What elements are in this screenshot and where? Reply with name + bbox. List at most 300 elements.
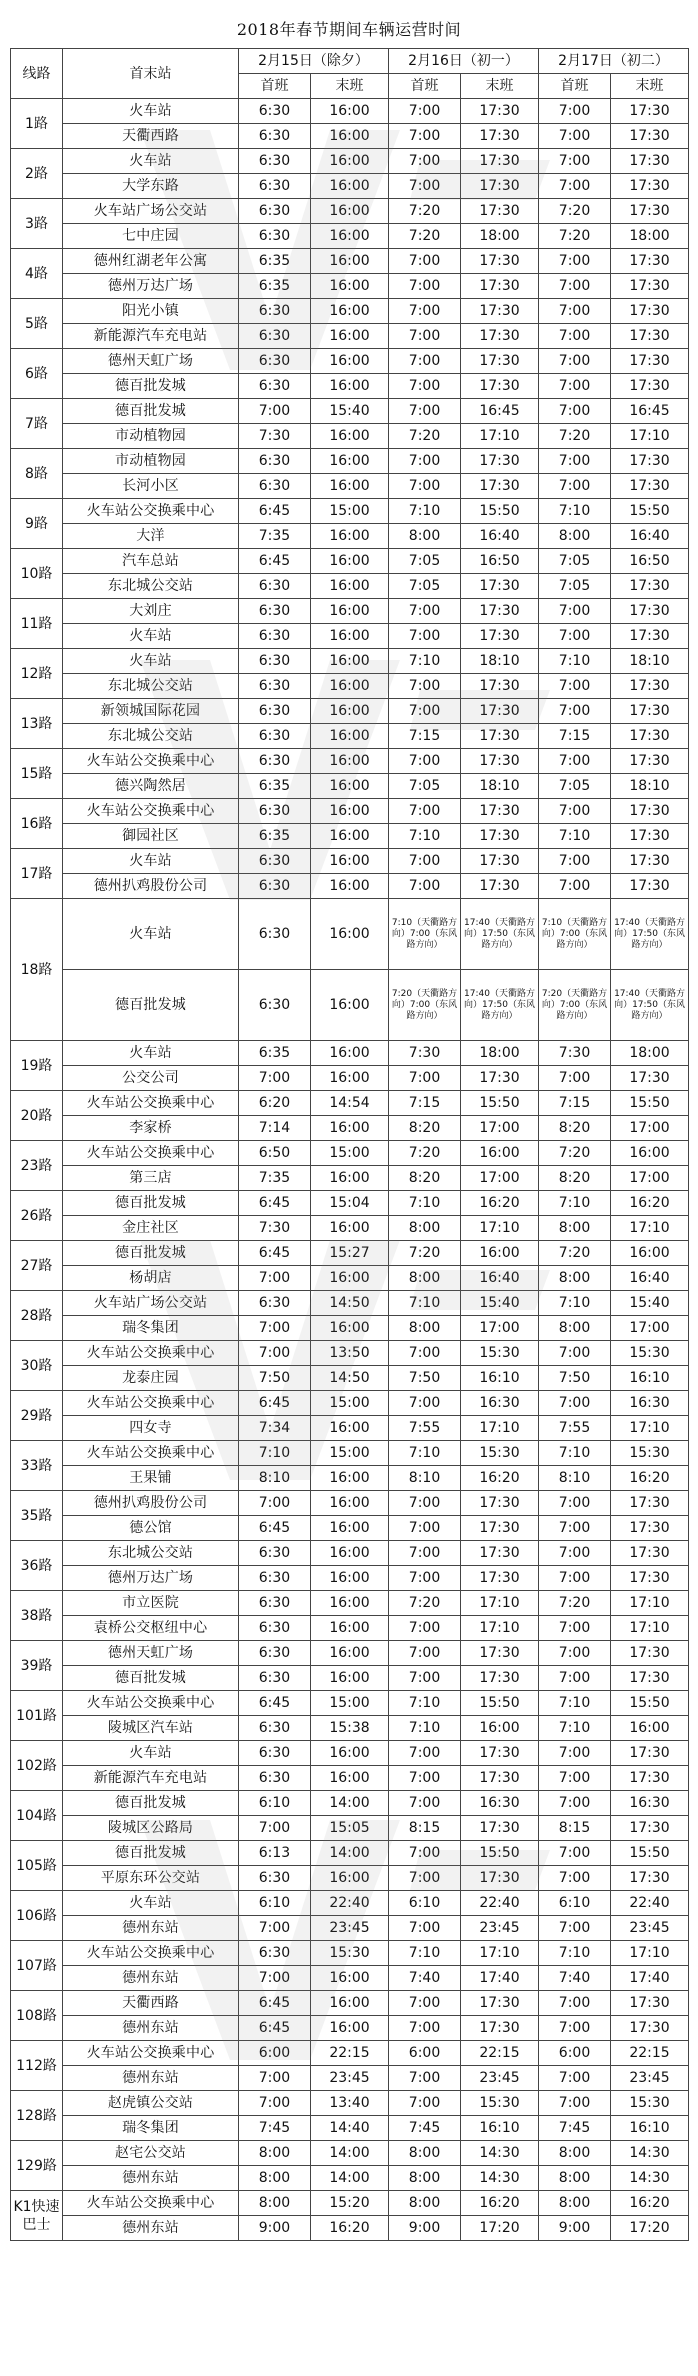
last-bus-cell: 17:30 [461,1766,539,1791]
first-bus-cell: 7:15 [539,1091,611,1116]
last-bus-cell: 15:00 [311,1141,389,1166]
first-bus-cell: 7:20 [539,224,611,249]
route-cell: 26路 [11,1191,63,1241]
route-cell: 101路 [11,1691,63,1741]
table-row [11,899,689,970]
first-bus-cell: 7:00 [239,1491,311,1516]
table-row [11,1041,689,1066]
first-bus-cell: 7:10 [389,1691,461,1716]
table-row [11,1941,689,1966]
last-bus-cell: 17:30 [611,724,689,749]
last-bus-cell: 16:30 [461,1391,539,1416]
first-bus-cell: 6:30 [239,449,311,474]
table-row [11,1816,689,1841]
last-bus-cell: 16:00 [311,124,389,149]
first-bus-cell: 7:00 [239,1066,311,1091]
route-cell: 16路 [11,799,63,849]
last-bus-cell: 17:30 [611,1866,689,1891]
route-cell: 27路 [11,1241,63,1291]
table-row [11,324,689,349]
first-bus-cell: 7:00 [389,699,461,724]
last-bus-cell: 23:45 [461,1916,539,1941]
first-bus-cell: 6:35 [239,274,311,299]
table-row [11,1316,689,1341]
last-bus-cell: 17:30 [461,199,539,224]
last-bus-cell: 17:10 [611,1416,689,1441]
first-bus-cell: 7:15 [539,724,611,749]
last-bus-cell: 14:40 [311,2116,389,2141]
table-row [11,299,689,324]
first-bus-cell: 7:00 [389,674,461,699]
first-bus-cell: 8:00 [539,1316,611,1341]
table-row [11,1991,689,2016]
first-bus-cell: 7:00 [389,174,461,199]
first-bus-cell: 7:00 [389,249,461,274]
stop-cell: 德百批发城 [63,1666,239,1691]
first-bus-cell: 7:00 [539,674,611,699]
first-bus-cell: 7:00 [539,399,611,424]
last-bus-cell: 16:00 [311,1066,389,1091]
stop-cell: 德州东站 [63,1916,239,1941]
first-bus-cell: 7:00 [389,349,461,374]
first-bus-cell: 6:10 [239,1791,311,1816]
last-bus-cell: 17:30 [461,1816,539,1841]
first-bus-cell: 7:00 [539,1641,611,1666]
first-bus-cell: 7:20 [389,224,461,249]
table-row [11,1366,689,1391]
last-bus-cell: 17:30 [611,574,689,599]
last-bus-cell: 17:10 [611,1941,689,1966]
first-bus-cell: 7:00 [389,1916,461,1941]
first-bus-cell: 7:00 [239,1916,311,1941]
first-bus-cell: 6:30 [239,699,311,724]
first-bus-cell: 7:35 [239,1166,311,1191]
last-bus-cell: 16:20 [311,2216,389,2241]
last-bus-cell: 16:00 [311,1991,389,2016]
table-row [11,674,689,699]
route-cell: 29路 [11,1391,63,1441]
last-bus-cell: 16:00 [311,749,389,774]
stop-cell: 七中庄园 [63,224,239,249]
last-bus-cell: 17:30 [461,124,539,149]
stop-cell: 陵城区公路局 [63,1816,239,1841]
table-row [11,399,689,424]
route-cell: 8路 [11,449,63,499]
last-bus-cell: 17:30 [611,149,689,174]
first-bus-cell: 7:00 [239,1341,311,1366]
last-bus-cell: 15:50 [461,1091,539,1116]
stop-cell: 德百批发城 [63,1241,239,1266]
last-bus-cell: 15:00 [311,499,389,524]
table-row [11,1666,689,1691]
last-bus-cell: 16:45 [611,399,689,424]
first-bus-cell: 6:50 [239,1141,311,1166]
last-bus-cell: 17:10 [461,1591,539,1616]
first-bus-cell: 6:00 [239,2041,311,2066]
last-bus-cell: 17:10 [611,1216,689,1241]
last-bus-cell: 17:30 [461,1991,539,2016]
header-stop: 首末站 [63,49,239,99]
last-bus-cell: 17:30 [611,324,689,349]
table-row [11,499,689,524]
first-bus-cell: 7:00 [239,2066,311,2091]
last-bus-cell: 16:00 [611,1716,689,1741]
first-bus-cell: 7:10 [539,1941,611,1966]
table-header [11,49,689,99]
table-row [11,224,689,249]
table-row [11,124,689,149]
stop-cell: 火车站公交换乘中心 [63,1341,239,1366]
table-row [11,1441,689,1466]
route-cell: 4路 [11,249,63,299]
first-bus-cell: 6:30 [239,874,311,899]
first-bus-cell: 8:20 [389,1166,461,1191]
route-cell: 20路 [11,1091,63,1141]
stop-cell: 东北城公交站 [63,724,239,749]
last-bus-cell: 16:00 [311,1516,389,1541]
stop-cell: 赵虎镇公交站 [63,2091,239,2116]
stop-cell: 德州天虹广场 [63,1641,239,1666]
stop-cell: 杨胡店 [63,1266,239,1291]
first-bus-cell: 7:30 [389,1041,461,1066]
first-bus-cell: 7:00 [539,274,611,299]
table-row [11,849,689,874]
stop-cell: 德百批发城 [63,1791,239,1816]
stop-cell: 火车站 [63,649,239,674]
last-bus-cell: 15:50 [611,1091,689,1116]
last-bus-cell: 17:30 [461,624,539,649]
last-bus-cell: 16:50 [611,549,689,574]
last-bus-cell: 16:00 [311,1566,389,1591]
first-bus-cell: 7:10 [389,649,461,674]
last-bus-cell: 18:10 [611,774,689,799]
first-bus-cell: 7:10 [389,1716,461,1741]
last-bus-cell: 17:30 [461,99,539,124]
last-bus-cell: 17:30 [461,1066,539,1091]
first-bus-cell: 7:00 [539,249,611,274]
first-bus-cell: 7:50 [539,1366,611,1391]
last-bus-cell: 17:20 [611,2216,689,2241]
table-row [11,1191,689,1216]
last-bus-cell: 17:30 [611,274,689,299]
last-bus-cell: 16:00 [311,224,389,249]
last-bus-cell: 16:10 [461,2116,539,2141]
first-bus-cell: 7:55 [539,1416,611,1441]
first-bus-cell: 6:30 [239,1291,311,1316]
stop-cell: 德州红湖老年公寓 [63,249,239,274]
first-bus-cell: 7:00 [389,149,461,174]
stop-cell: 火车站公交换乘中心 [63,1391,239,1416]
last-bus-cell: 16:00 [311,374,389,399]
last-bus-cell: 16:40 [461,1266,539,1291]
first-bus-cell: 6:20 [239,1091,311,1116]
route-cell: 36路 [11,1541,63,1591]
last-bus-cell: 16:00 [311,574,389,599]
last-bus-cell: 16:00 [311,549,389,574]
table-row [11,1541,689,1566]
last-bus-cell: 14:00 [311,2166,389,2191]
first-bus-cell: 6:30 [239,970,311,1041]
stop-cell: 火车站 [63,899,239,970]
last-bus-cell: 16:00 [311,849,389,874]
last-bus-cell: 17:30 [461,699,539,724]
last-bus-cell: 16:10 [611,2116,689,2141]
last-bus-cell: 15:00 [311,1441,389,1466]
header-route: 线路 [11,49,63,99]
table-row [11,1166,689,1191]
route-cell: 5路 [11,299,63,349]
first-bus-cell: 7:15 [389,1091,461,1116]
first-bus-cell: 6:30 [239,299,311,324]
stop-cell: 火车站公交换乘中心 [63,1141,239,1166]
first-bus-cell: 6:35 [239,824,311,849]
stop-cell: 德州万达广场 [63,1566,239,1591]
last-bus-cell: 16:00 [311,1491,389,1516]
table-row [11,1141,689,1166]
first-bus-cell: 7:00 [389,1541,461,1566]
last-bus-cell: 17:10 [461,1941,539,1966]
table-row [11,1341,689,1366]
last-bus-cell: 15:50 [611,1841,689,1866]
stop-cell: 李家桥 [63,1116,239,1141]
last-bus-cell: 18:10 [461,649,539,674]
table-row [11,2166,689,2191]
last-bus-cell: 15:40 [611,1291,689,1316]
last-bus-cell: 17:30 [461,374,539,399]
last-bus-cell: 17:30 [461,2016,539,2041]
last-bus-cell: 16:00 [311,874,389,899]
last-bus-cell: 17:30 [611,1816,689,1841]
first-bus-cell: 7:00 [239,399,311,424]
stop-cell: 火车站 [63,849,239,874]
last-bus-cell: 15:50 [611,1691,689,1716]
first-bus-cell: 7:00 [389,1066,461,1091]
first-bus-cell: 7:10 [539,1691,611,1716]
last-bus-cell: 17:30 [611,1741,689,1766]
last-bus-cell: 16:10 [611,1366,689,1391]
last-bus-cell: 16:00 [611,1241,689,1266]
last-bus-cell: 17:30 [461,574,539,599]
last-bus-cell: 18:00 [611,1041,689,1066]
last-bus-cell: 17:30 [461,174,539,199]
last-bus-cell: 17:30 [611,1991,689,2016]
last-bus-cell: 18:00 [611,224,689,249]
route-cell: 18路 [11,899,63,1041]
first-bus-cell: 7:10 [389,499,461,524]
stop-cell: 东北城公交站 [63,674,239,699]
last-bus-cell: 17:10 [461,424,539,449]
last-bus-cell: 17:30 [461,149,539,174]
last-bus-cell: 14:50 [311,1291,389,1316]
first-bus-cell: 7:00 [389,449,461,474]
first-bus-cell: 7:00 [389,1866,461,1891]
route-cell: 35路 [11,1491,63,1541]
first-bus-cell: 7:00 [239,1266,311,1291]
last-bus-cell: 16:40 [611,1266,689,1291]
first-bus-cell: 7:20 [389,1241,461,1266]
first-bus-cell: 6:10 [239,1891,311,1916]
stop-cell: 四女寺 [63,1416,239,1441]
table-row [11,1516,689,1541]
first-bus-cell: 7:00 [539,1391,611,1416]
header-first: 首班 [389,74,461,99]
last-bus-cell: 16:00 [311,1466,389,1491]
last-bus-cell: 16:00 [311,349,389,374]
first-bus-cell: 7:20 [389,424,461,449]
last-bus-cell: 22:40 [311,1891,389,1916]
first-bus-cell: 7:00 [389,124,461,149]
first-bus-cell: 7:00 [389,849,461,874]
last-bus-cell: 16:00 [461,1141,539,1166]
first-bus-cell: 7:05 [539,774,611,799]
first-bus-cell: 9:00 [239,2216,311,2241]
first-bus-cell: 6:45 [239,499,311,524]
first-bus-cell: 7:00 [389,324,461,349]
table-row [11,1116,689,1141]
stop-cell: 大学东路 [63,174,239,199]
table-row [11,2116,689,2141]
stop-cell: 东北城公交站 [63,1541,239,1566]
first-bus-cell: 7:00 [389,599,461,624]
first-bus-cell: 7:20 [539,1141,611,1166]
first-bus-cell: 7:00 [239,2091,311,2116]
first-bus-cell: 7:00 [539,2066,611,2091]
table-row [11,1891,689,1916]
last-bus-cell: 14:30 [461,2141,539,2166]
first-bus-cell: 6:35 [239,1041,311,1066]
stop-cell: 长河小区 [63,474,239,499]
first-bus-cell: 7:00 [389,1791,461,1816]
table-row [11,1841,689,1866]
first-bus-cell: 7:00 [389,874,461,899]
stop-cell: 火车站 [63,1891,239,1916]
first-bus-cell: 7:00 [389,749,461,774]
table-row [11,1966,689,1991]
last-bus-cell: 16:00 [311,724,389,749]
last-bus-cell: 17:00 [611,1116,689,1141]
first-bus-cell: 7:00 [539,1066,611,1091]
last-bus-cell: 16:00 [611,1141,689,1166]
first-bus-cell: 7:10 [539,1191,611,1216]
stop-cell: 市动植物园 [63,449,239,474]
first-bus-cell: 8:00 [389,1316,461,1341]
last-bus-cell: 16:00 [311,624,389,649]
first-bus-cell: 7:34 [239,1416,311,1441]
last-bus-cell: 16:00 [311,299,389,324]
last-bus-cell: 16:00 [311,1166,389,1191]
table-row [11,1916,689,1941]
last-bus-cell: 17:40 [611,1966,689,1991]
last-bus-cell: 17:30 [461,299,539,324]
first-bus-cell: 7:00 [389,1566,461,1591]
route-cell: 19路 [11,1041,63,1091]
route-cell: 104路 [11,1791,63,1841]
first-bus-cell: 7:10 [539,1441,611,1466]
table-row [11,99,689,124]
last-bus-cell: 17:30 [611,1516,689,1541]
first-bus-cell: 7:00 [389,2091,461,2116]
last-bus-cell: 16:30 [611,1391,689,1416]
header-last: 末班 [461,74,539,99]
last-bus-cell: 15:30 [311,1941,389,1966]
table-row [11,624,689,649]
stop-cell: 德公馆 [63,1516,239,1541]
route-cell: 10路 [11,549,63,599]
last-bus-cell: 17:30 [611,799,689,824]
first-bus-cell: 7:00 [389,1766,461,1791]
last-bus-cell: 17:30 [461,1566,539,1591]
last-bus-cell: 16:40 [611,524,689,549]
last-bus-cell: 15:50 [461,1841,539,1866]
stop-cell: 新能源汽车充电站 [63,324,239,349]
first-bus-cell: 7:00 [539,1916,611,1941]
table-row [11,1591,689,1616]
first-bus-cell: 8:20 [539,1166,611,1191]
last-bus-cell: 17:20 [461,2216,539,2241]
first-bus-cell: 7:20 [389,199,461,224]
table-row [11,474,689,499]
table-row [11,824,689,849]
stop-cell: 火车站公交换乘中心 [63,2041,239,2066]
first-bus-cell: 7:50 [239,1366,311,1391]
first-bus-cell: 7:15 [389,724,461,749]
first-bus-cell: 9:00 [389,2216,461,2241]
route-cell: 38路 [11,1591,63,1641]
first-bus-cell: 7:10（天衢路方向）7:00（东风路方向） [389,899,461,970]
last-bus-cell: 17:00 [611,1166,689,1191]
first-bus-cell: 7:05 [389,774,461,799]
stop-cell: 火车站 [63,99,239,124]
last-bus-cell: 17:30 [611,199,689,224]
table-row [11,1691,689,1716]
first-bus-cell: 7:10 [539,499,611,524]
last-bus-cell: 22:40 [461,1891,539,1916]
stop-cell: 德州东站 [63,2066,239,2091]
table-body [11,99,689,2241]
last-bus-cell: 15:00 [311,1391,389,1416]
first-bus-cell: 6:30 [239,374,311,399]
table-row [11,574,689,599]
last-bus-cell: 18:00 [461,224,539,249]
last-bus-cell: 17:30 [611,174,689,199]
header-first: 首班 [239,74,311,99]
route-cell: 15路 [11,749,63,799]
route-cell: 6路 [11,349,63,399]
first-bus-cell: 7:40 [389,1966,461,1991]
route-cell: 106路 [11,1891,63,1941]
first-bus-cell: 8:20 [539,1116,611,1141]
header-day-1: 2月15日（除夕） [239,49,389,74]
last-bus-cell: 15:30 [611,2091,689,2116]
last-bus-cell: 15:50 [611,499,689,524]
last-bus-cell: 17:30 [611,599,689,624]
first-bus-cell: 7:00 [389,1516,461,1541]
first-bus-cell: 7:10 [389,1191,461,1216]
last-bus-cell: 16:00 [311,1666,389,1691]
first-bus-cell: 7:30 [539,1041,611,1066]
last-bus-cell: 16:20 [611,2191,689,2216]
first-bus-cell: 6:30 [239,674,311,699]
table-row [11,1641,689,1666]
first-bus-cell: 7:00 [539,349,611,374]
header-last: 末班 [311,74,389,99]
first-bus-cell: 6:30 [239,1866,311,1891]
table-row [11,1866,689,1891]
stop-cell: 御园社区 [63,824,239,849]
last-bus-cell: 17:30 [461,349,539,374]
stop-cell: 瑞冬集团 [63,2116,239,2141]
first-bus-cell: 7:10 [539,824,611,849]
